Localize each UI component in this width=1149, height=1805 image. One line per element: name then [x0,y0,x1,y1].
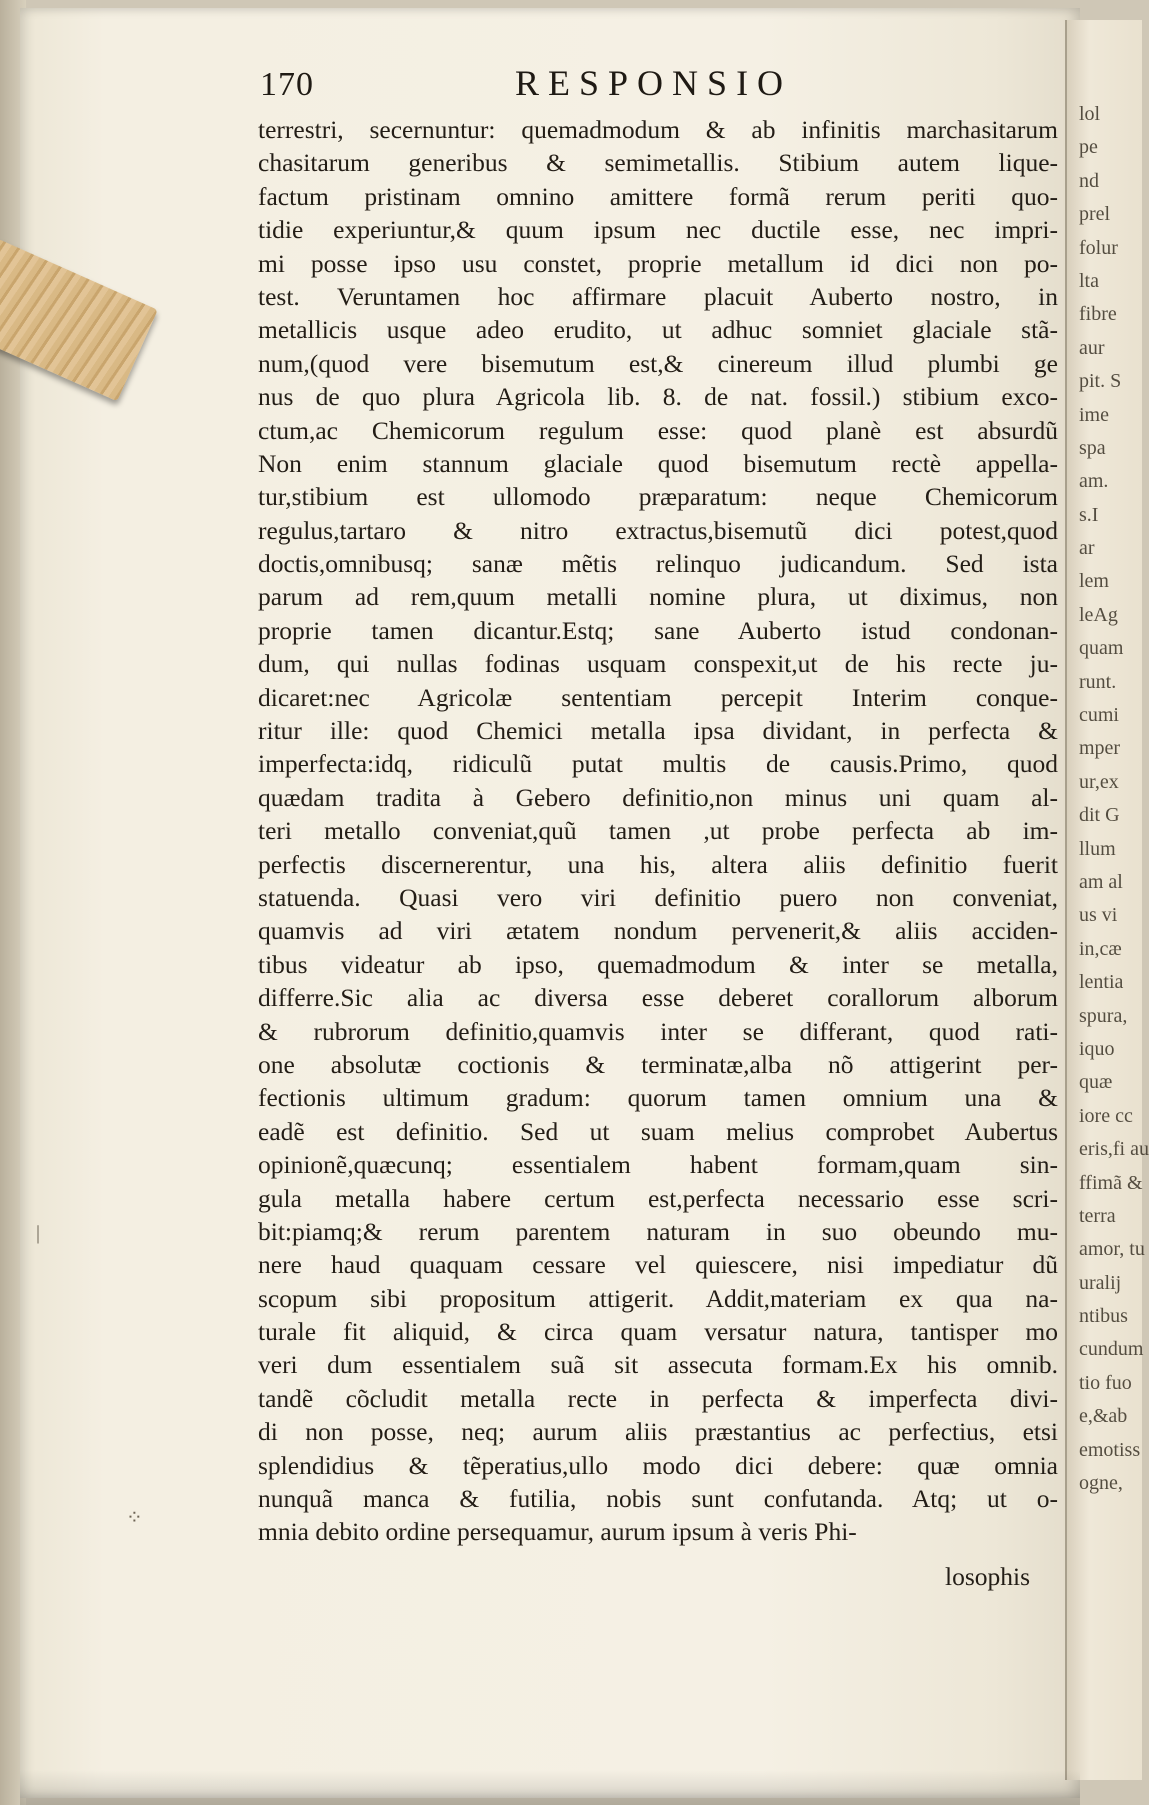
facing-page-fragment: eris,fi au [1079,1138,1149,1161]
facing-page-fragment: e,&ab [1079,1405,1128,1428]
facing-page-fragment: aur [1079,336,1105,359]
text-line: terrestri, secernuntur: quemadmodum & ab infinitis marchasitarum [258,115,1058,144]
facing-page-fragment: pe [1079,136,1098,159]
facing-page-fragment: amor, tu [1079,1238,1145,1261]
text-line: veri dum essentialem suã sit assecuta formam.Ex his omnib. [258,1350,1058,1380]
text-line: mnia debito ordine persequamur, aurum ipsum à veris Phi- [258,1517,857,1547]
facing-page-fragment: in,cæ [1079,937,1122,960]
facing-page-fragment: quæ [1079,1071,1113,1094]
facing-page-fragment: lta [1079,269,1099,292]
facing-page-fragment: cumi [1079,704,1119,727]
facing-page-fragment: ogne, [1079,1472,1123,1495]
facing-page-fragment: iore cc [1079,1104,1133,1127]
text-line: & rubrorum definitio,quamvis inter se differant, quod rati- [258,1016,1058,1046]
text-line: dicaret:nec Agricolæ sententiam percepit Interim conque- [258,682,1058,712]
catchword: losophis [945,1562,1031,1591]
text-line: tidie experiuntur,& quum ipsum nec ductile esse, nec impri- [258,215,1058,245]
text-line: proprie tamen dicantur.Estq; sane Auberto istud condonan- [258,615,1058,645]
text-line: ctum,ac Chemicorum regulum esse: quod planè est absurdũ [258,415,1058,445]
facing-page-fragment: ar [1079,537,1095,560]
text-line: chasitarum generibus & semimetallis. Stibium autem lique- [258,148,1058,178]
facing-page-fragment: folur [1079,236,1118,259]
facing-page-fragment: lem [1079,570,1109,593]
facing-page-fragment: mper [1079,737,1121,760]
facing-page-edge [1065,20,1149,1780]
facing-page-fragment: lol [1079,103,1101,125]
text-line: tibus videatur ab ipso, quemadmodum & inter se metalla, [258,949,1058,979]
text-line: num,(quod vere bisemutum est,& cinereum illud plumbi ge [258,348,1058,378]
facing-page-fragment: am. [1079,470,1109,493]
text-line: ritur ille: quod Chemici metalla ipsa dividant, in perfecta & [258,716,1058,746]
text-line: parum ad rem,quum metalli nomine plura, ut diximus, non [258,582,1058,612]
facing-page-fragment: leAg [1079,603,1118,626]
facing-page-fragment: tio fuo [1079,1371,1132,1394]
text-line: bit:piamq;& rerum parentem naturam in suo obeundo mu- [258,1216,1058,1246]
text-line: quædam tradita à Gebero definitio,non minus uni quam al- [258,782,1058,812]
text-line: nus de quo plura Agricola lib. 8. de nat. fossil.) stibium exco- [258,382,1058,412]
text-line: imperfecta:idq, ridiculũ putat multis de causis.Primo, quod [258,749,1058,779]
page-bottom-shadow [20,1770,1080,1805]
facing-page-fragment: iquo [1079,1037,1115,1060]
text-line: tur,stibium est ullomodo præparatum: neque Chemicorum [258,482,1058,512]
margin-ink-speck: ⁘ [126,1507,143,1529]
text-line: regulus,tartaro & nitro extractus,bisemutũ dici potest,quod [258,515,1058,545]
margin-pencil-mark: | [36,1222,41,1244]
facing-page-fragment: dit G [1079,804,1120,827]
text-line: one absolutæ coctionis & terminatæ,alba nõ attigerint per- [258,1049,1058,1079]
facing-page-fragment: am al [1079,870,1123,893]
facing-page-fragment: nd [1079,169,1099,192]
text-line: tandẽ cõcludit metalla recte in perfecta & imperfecta divi- [258,1383,1058,1413]
body-text [258,113,1058,1549]
text-line: nere haud quaquam cessare vel quiescere, nisi impediatur dũ [258,1250,1058,1280]
facing-page-fragment: lentia [1079,971,1124,994]
facing-page-fragment: prel [1079,203,1111,226]
text-line: metallicis usque adeo erudito, ut adhuc somniet glaciale stã- [258,315,1058,345]
text-line: quamvis ad viri ætatem nondum pervenerit,& aliis acciden- [258,916,1058,946]
facing-page-fragment: fibre [1079,303,1117,326]
text-line: di non posse, neq; aurum aliis præstantius ac perfectius, etsi [258,1417,1058,1447]
text-line: perfectis discernerentur, una his, altera aliis definitio fuerit [258,849,1058,879]
text-line: eadẽ est definitio. Sed ut suam melius comprobet Aubertus [258,1116,1058,1146]
text-line: splendidius & tẽperatius,ullo modo dici debere: quæ omnia [258,1450,1058,1480]
facing-page-fragment: cundum [1079,1338,1144,1361]
facing-page-fragment: ffimã & [1079,1171,1143,1194]
facing-page-fragment: quam [1079,637,1124,660]
facing-page-fragment: spura, [1079,1004,1128,1027]
facing-page-fragment: spa [1079,436,1106,459]
text-line: factum pristinam omnino amittere formã rerum periti quo- [258,181,1058,211]
facing-page-fragment: ime [1079,403,1109,426]
text-line: statuenda. Quasi vero viri definitio puero non conveniat, [258,882,1058,912]
facing-page-fragment: emotiss [1079,1438,1141,1461]
text-line: fectionis ultimum gradum: quorum tamen omnium una & [258,1083,1058,1113]
page-header [260,63,1050,112]
text-line: scopum sibi propositum attigerit. Addit,materiam ex qua na- [258,1283,1058,1313]
facing-page-fragment: pit. S [1079,370,1122,393]
facing-page-fragment: uralij [1079,1271,1122,1294]
text-line: teri metallo conveniat,quũ tamen ,ut probe perfecta ab im- [258,816,1058,846]
text-line: test. Veruntamen hoc affirmare placuit Auberto nostro, in [258,281,1058,311]
text-line: doctis,omnibusq; sanæ mẽtis relinquo judicandum. Sed ista [258,549,1058,579]
facing-page-fragment: ntibus [1079,1305,1128,1328]
facing-page-fragment: llum [1079,837,1116,860]
text-line: mi posse ipso usu constet, proprie metallum id dici non po- [258,248,1058,278]
facing-page-fragment: s.I [1079,503,1099,526]
text-line: differre.Sic alia ac diversa esse deberet corallorum alborum [258,983,1058,1013]
text-line: gula metalla habere certum est,perfecta necessario esse scri- [258,1183,1058,1213]
facing-page-fragment: ur,ex [1079,770,1119,793]
facing-page-fragment: terra [1079,1204,1116,1227]
text-line: Non enim stannum glaciale quod bisemutum rectè appella- [258,448,1058,478]
facing-page-fragment: us vi [1079,904,1118,927]
facing-page-text [1067,98,1149,1500]
text-line: turale fit aliquid, & circa quam versatur natura, tantisper mo [258,1317,1058,1347]
text-line: nunquã manca & futilia, nobis sunt confutanda. Atq; ut o- [258,1484,1058,1514]
page-number: 170 [260,66,314,103]
text-line: dum, qui nullas fodinas usquam conspexit,ut de his recte ju- [258,649,1058,679]
text-line: opinionẽ,quæcunq; essentialem habent formam,quam sin- [258,1150,1058,1180]
facing-page-fragment: runt. [1079,670,1117,693]
running-head: RESPONSIO [515,63,793,103]
